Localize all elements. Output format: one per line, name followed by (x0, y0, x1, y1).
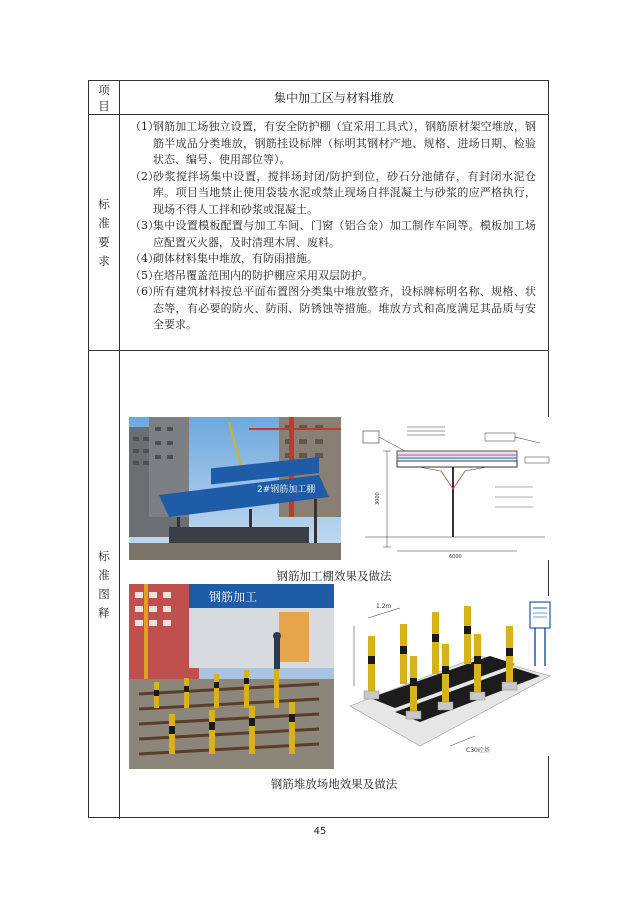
rebar-storage-photo (129, 584, 334, 769)
requirement-number: （2） (130, 169, 159, 183)
page-number: 45 (313, 826, 327, 837)
requirement-text: 砌体材料集中堆放，有防雨措施。 (153, 252, 318, 265)
post-base-text: C30砼基 (466, 747, 490, 754)
spacing-dim-text: 1.2m (376, 603, 392, 610)
drawings-label: 标准图释 (98, 549, 110, 620)
shed-sign-text: 2#钢筋加工棚 (257, 485, 316, 495)
requirement-item (130, 169, 536, 219)
rebar-shed-photo (129, 417, 341, 560)
requirement-item (130, 268, 536, 285)
requirement-number: （3） (130, 219, 159, 232)
requirement-number: （6） (130, 285, 159, 298)
requirement-item (130, 251, 536, 268)
width-dim-text: 6000 (449, 554, 462, 560)
header-title-cell (120, 81, 548, 114)
requirements-label-cell (89, 115, 120, 350)
requirement-text: 砂浆搅拌场集中设置，搅拌场封闭/防护到位，砂石分池储存，有封闭水泥仓库。项目当地禁止使用袋装水泥或禁止现场自拌混凝土与砂浆的应严格执行，现场不得人工拌和砂浆或混凝土。 (153, 169, 536, 216)
rebar-shed-drawing (345, 417, 555, 560)
caption-rebar-shed: 钢筋加工棚效果及做法 (276, 569, 392, 583)
drawings-content-cell (120, 351, 548, 819)
header-label: 项目 (98, 82, 110, 113)
requirements-content-cell (120, 115, 548, 350)
caption-rebar-storage: 钢筋堆放场地效果及做法 (270, 777, 398, 791)
header-label-cell (89, 81, 120, 114)
requirement-text: 所有建筑材料按总平面布置图分类集中堆放整齐，设标牌标明名称、规格、状态等，有必要的防火、防雨、防锈蚀等措施。堆放方式和高度满足其品质与安全要求。 (153, 285, 536, 331)
rebar-storage-drawing (340, 596, 555, 756)
drawings-row (89, 351, 548, 819)
requirement-text: 钢筋加工场独立设置，有安全防护棚（宜采用工具式），钢筋原材架空堆放，钢筋半成品分类堆放，钢筋挂设标牌（标明其钢材产地、规格、进场日期、检验状态、编号、使用部位等）。 (153, 120, 536, 166)
requirements-list (130, 119, 536, 334)
requirements-row (89, 115, 548, 351)
height-dim-text: 3000 (375, 492, 381, 505)
section-title: 集中加工区与材料堆放 (273, 91, 394, 105)
requirement-number: （5） (130, 268, 159, 282)
table-header-row (89, 81, 548, 115)
drawings-label-cell (89, 351, 120, 819)
requirement-text: 集中设置模板配置与加工车间、门窗（铝合金）加工制作车间等。模板加工场应配置灭火器，及时清理木屑、废料。 (153, 219, 536, 249)
requirement-number: （4） (130, 252, 159, 265)
requirement-item (130, 284, 536, 334)
storage-sign-text: 钢筋加工 (209, 590, 258, 604)
requirement-item (130, 218, 536, 251)
standard-table (88, 80, 549, 818)
requirements-label: 标准要求 (98, 196, 110, 268)
requirement-text: 在塔吊覆盖范围内的防护棚应采用双层防护。 (153, 268, 373, 282)
requirement-number: （1） (130, 120, 159, 133)
requirement-item (130, 119, 536, 169)
